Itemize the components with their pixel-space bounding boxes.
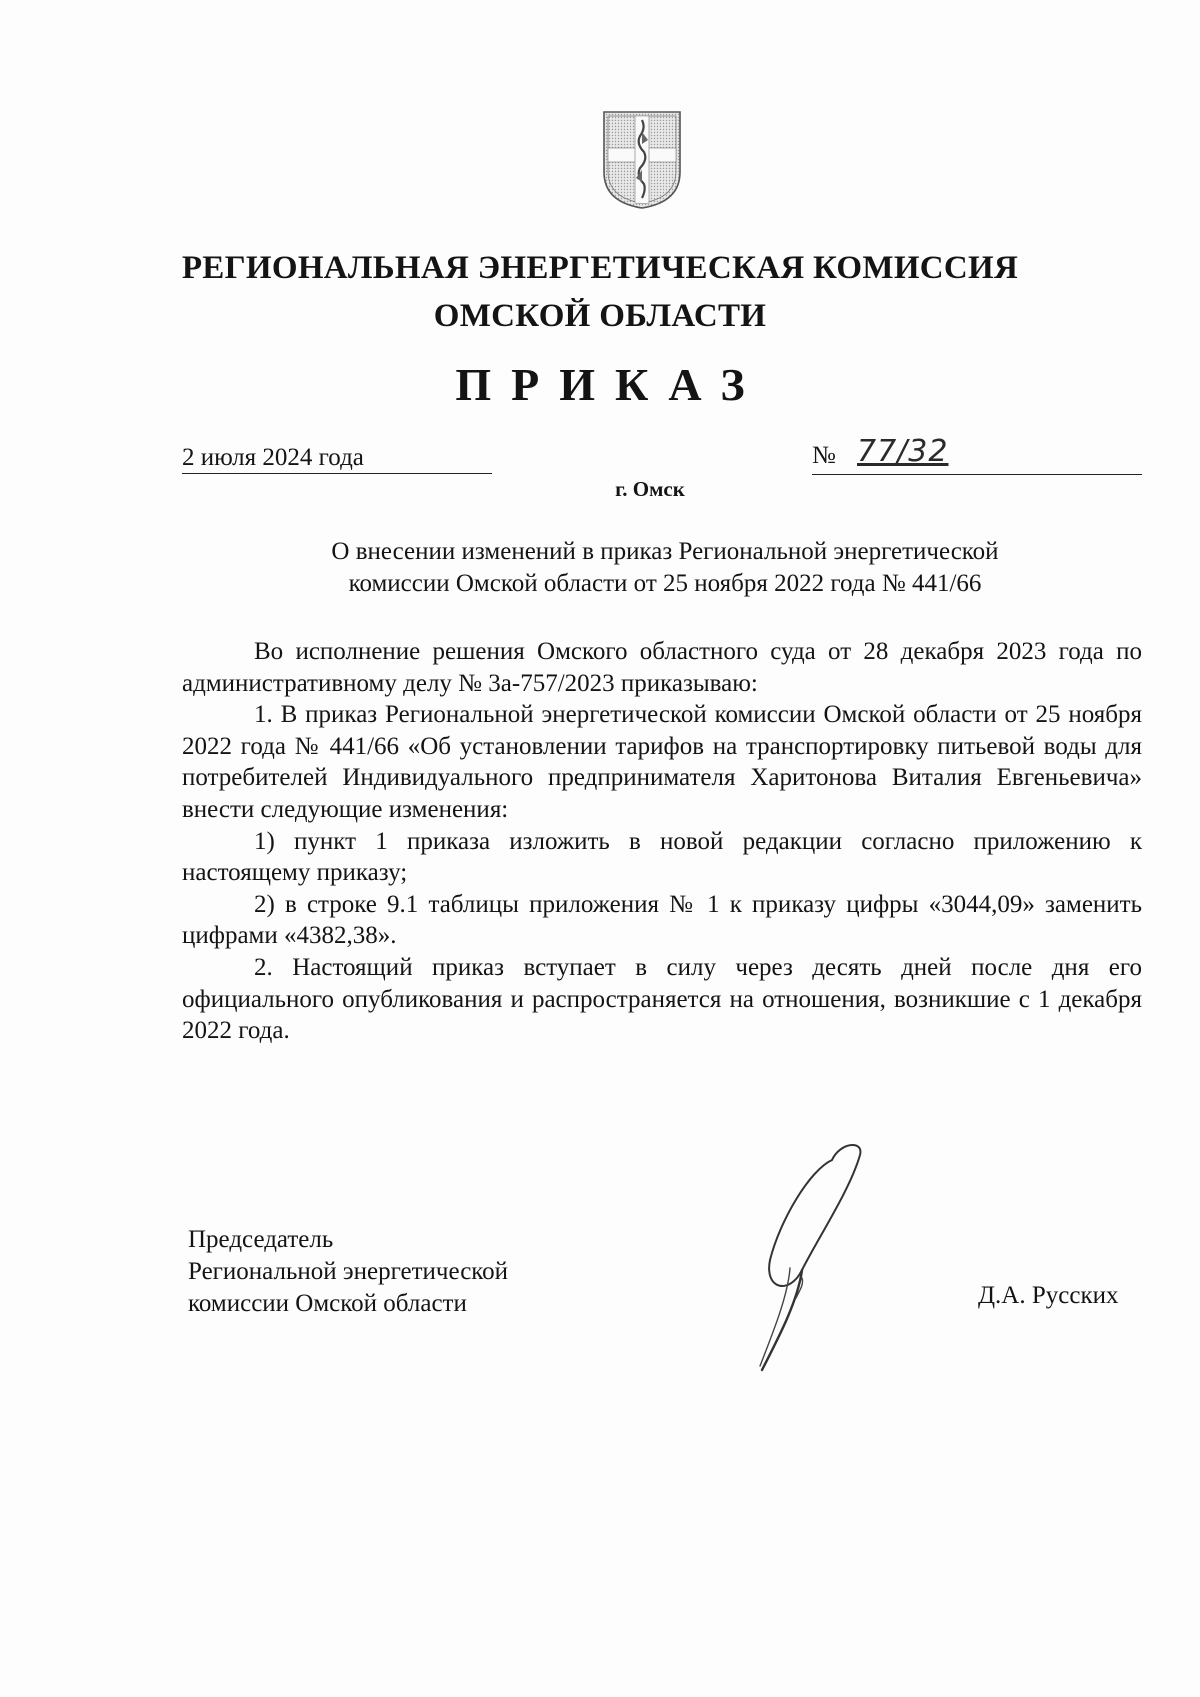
document-subject [200, 536, 1130, 600]
signer-title-line3: комиссии Омской области [188, 1290, 467, 1317]
document-number-field [812, 436, 1142, 475]
signer-title [188, 1224, 508, 1320]
document-body [182, 636, 1142, 1047]
organization-name [0, 244, 1200, 340]
org-name-line2: ОМСКОЙ ОБЛАСТИ [433, 298, 767, 334]
signer-title-line2: Региональной энергетической [188, 1258, 509, 1285]
signer-title-line1: Председатель [188, 1226, 334, 1253]
item-1-paragraph: 1. В приказ Региональной энергетической комиссии Омской области от 25 ноября 2022 года № 441/66 «Об установлении тарифов на транспортировку питьевой воды для потребителей Индивидуального предпринимателя Харитонова Виталия Евгеньевича» внести следующие изменения: [182, 701, 1142, 823]
handwritten-signature [740, 1120, 900, 1380]
subject-line1: О внесении изменений в приказ Региональной энергетической [331, 538, 999, 565]
subject-line2: комиссии Омской области от 25 ноября 2022 года № 441/66 [348, 570, 982, 597]
document-city: г. Омск [615, 477, 685, 501]
number-sign: № [812, 442, 836, 469]
coat-of-arms-emblem [602, 110, 682, 210]
document-type: ПРИКАЗ [455, 359, 765, 410]
org-name-line1: РЕГИОНАЛЬНАЯ ЭНЕРГЕТИЧЕСКАЯ КОМИССИЯ [181, 250, 1019, 286]
document-number: 77/32 [857, 434, 949, 469]
preamble-paragraph: Во исполнение решения Омского областного суда от 28 декабря 2023 года по административному делу № 3а-757/2023 приказываю: [182, 638, 1142, 697]
item-2-paragraph: 2. Настоящий приказ вступает в силу через десять дней после дня его официального опубликования и распространяется на отношения, возникшие с 1 декабря 2022 года. [182, 953, 1142, 1045]
signer-name: Д.А. Русских [978, 1282, 1119, 1309]
document-date: 2 июля 2024 года [182, 444, 492, 474]
item-1-2-paragraph: 2) в строке 9.1 таблицы приложения № 1 к приказу цифры «3044,09» заменить цифрами «4382,38». [182, 890, 1142, 950]
item-1-1-paragraph: 1) пункт 1 приказа изложить в новой редакции согласно приложению к настоящему приказу; [182, 827, 1142, 887]
